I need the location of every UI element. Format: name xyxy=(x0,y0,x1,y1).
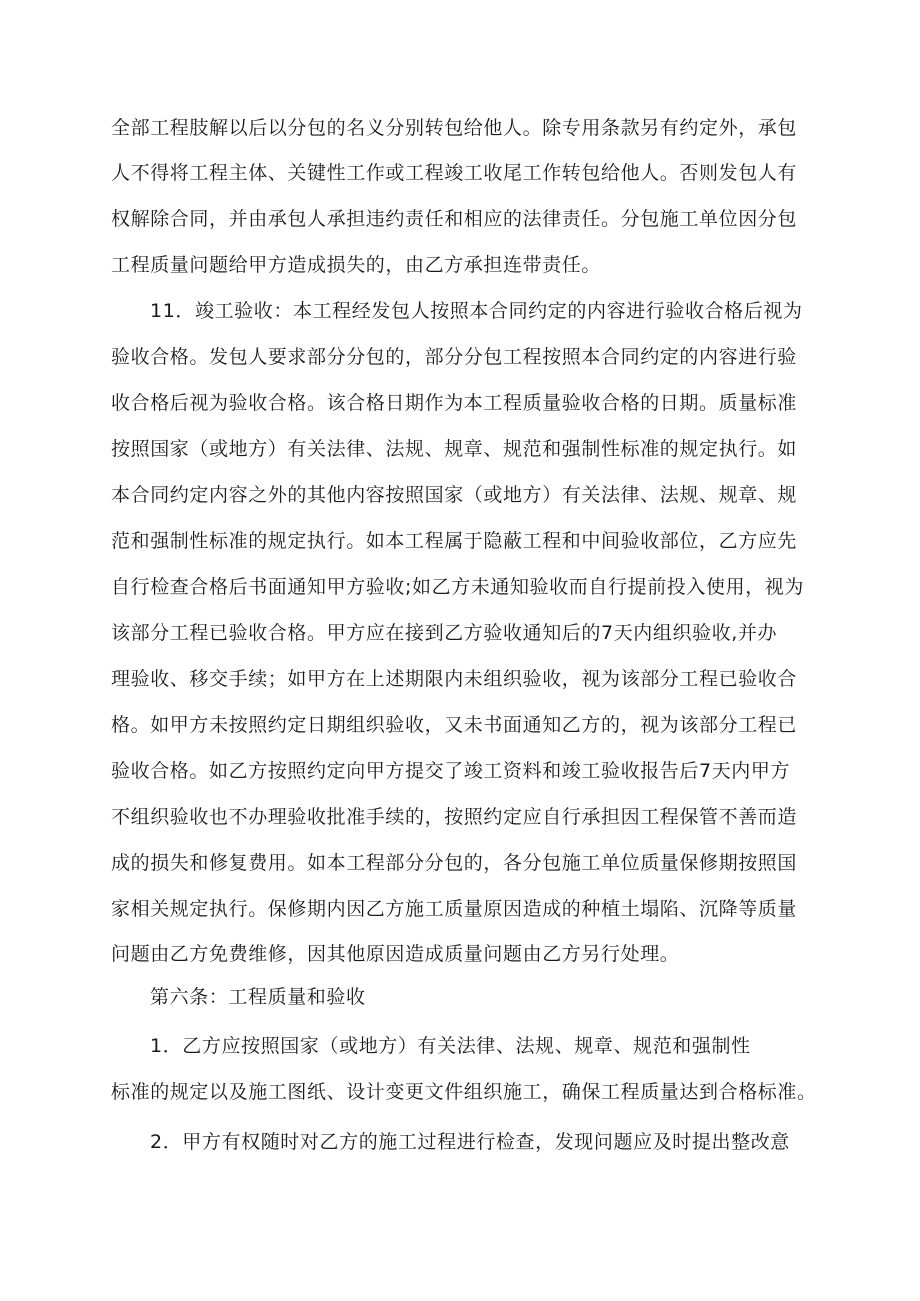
paragraph-line: 权解除合同，并由承包人承担违约责任和相应的法律责任。分包施工单位因分包 xyxy=(111,208,798,230)
section-heading: 第六条：工程质量和验收 xyxy=(150,986,366,1008)
paragraph-line: 2．甲方有权随时对乙方的施工过程进行检查，发现问题应及时提出整改意 xyxy=(150,1131,790,1153)
paragraph-line: 该部分工程已验收合格。甲方应在接到乙方验收通知后的7天内组织验收,并办 xyxy=(111,622,778,644)
paragraph-line: 格。如甲方未按照约定日期组织验收，又未书面通知乙方的，视为该部分工程已 xyxy=(111,714,798,736)
paragraph-line: 家相关规定执行。保修期内因乙方施工质量原因造成的种植土塌陷、沉降等质量 xyxy=(111,898,798,920)
paragraph-line: 11．竣工验收：本工程经发包人按照本合同约定的内容进行验收合格后视为 xyxy=(150,300,803,322)
paragraph-line: 成的损失和修复费用。如本工程部分分包的，各分包施工单位质量保修期按照国 xyxy=(111,852,798,874)
paragraph-line: 验收合格。如乙方按照约定向甲方提交了竣工资料和竣工验收报告后7天内甲方 xyxy=(111,760,791,782)
paragraph-line: 标准的规定以及施工图纸、设计变更文件组织施工，确保工程质量达到合格标准。 xyxy=(111,1081,817,1103)
paragraph-line: 问题由乙方免费维修，因其他原因造成质量问题由乙方另行处理。 xyxy=(111,943,680,965)
paragraph-line: 自行检查合格后书面通知甲方验收;如乙方未通知验收而自行提前投入使用，视为 xyxy=(111,576,805,598)
paragraph-line: 验收合格。发包人要求部分分包的，部分分包工程按照本合同约定的内容进行验 xyxy=(111,346,798,368)
paragraph-line: 人不得将工程主体、关键性工作或工程竣工收尾工作转包给他人。否则发包人有 xyxy=(111,162,798,184)
paragraph-line: 收合格后视为验收合格。该合格日期作为本工程质量验收合格的日期。质量标准 xyxy=(111,392,798,414)
paragraph-line: 不组织验收也不办理验收批准手续的，按照约定应自行承担因工程保管不善而造 xyxy=(111,806,798,828)
paragraph-line: 理验收、移交手续；如甲方在上述期限内未组织验收，视为该部分工程已验收合 xyxy=(111,668,798,690)
paragraph-line: 工程质量问题给甲方造成损失的，由乙方承担连带责任。 xyxy=(111,254,602,276)
paragraph-line: 全部工程肢解以后以分包的名义分别转包给他人。除专用条款另有约定外，承包 xyxy=(111,117,798,139)
paragraph-line: 按照国家（或地方）有关法律、法规、规章、规范和强制性标准的规定执行。如 xyxy=(111,438,798,460)
paragraph-line: 范和强制性标准的规定执行。如本工程属于隐蔽工程和中间验收部位，乙方应先 xyxy=(111,530,798,552)
paragraph-line: 1．乙方应按照国家（或地方）有关法律、法规、规章、规范和强制性 xyxy=(150,1035,751,1057)
paragraph-line: 本合同约定内容之外的其他内容按照国家（或地方）有关法律、法规、规章、规 xyxy=(111,484,798,506)
